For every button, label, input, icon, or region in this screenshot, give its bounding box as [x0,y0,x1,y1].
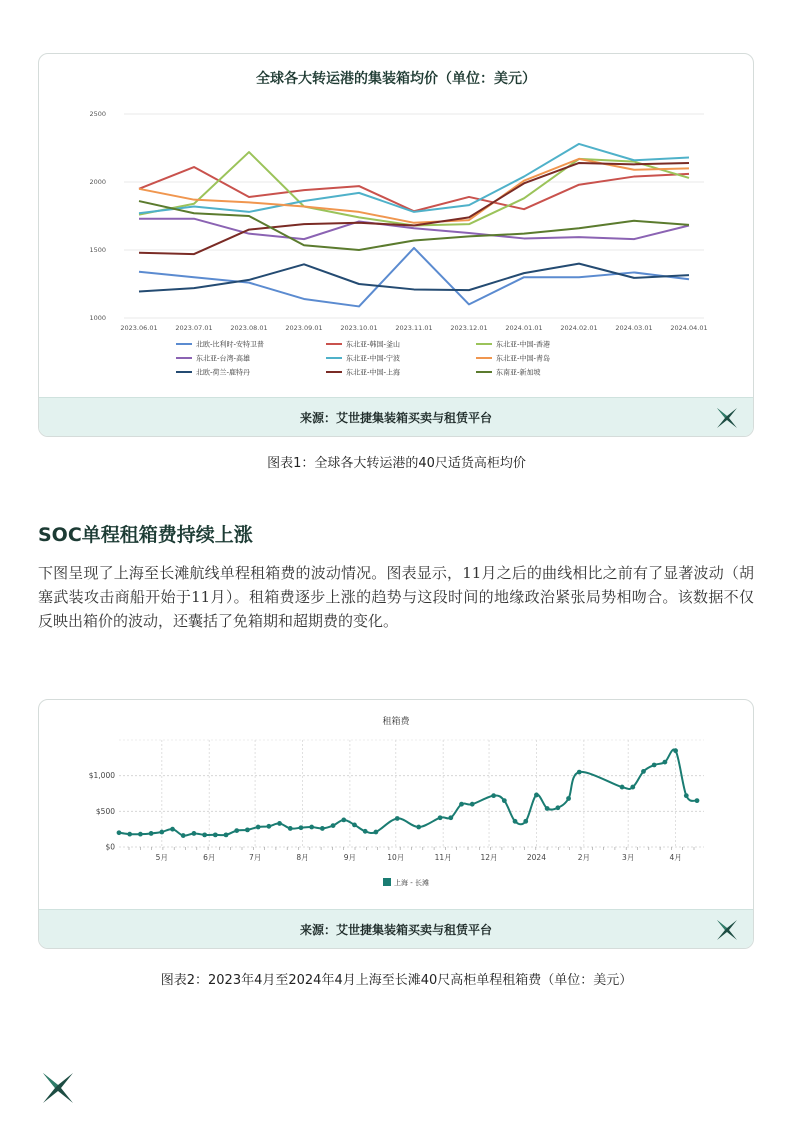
brand-logo-icon [715,406,739,430]
section-paragraph: 下图呈现了上海至长滩航线单程租箱费的波动情况。图表显示，11月之后的曲线相比之前有了显著波动（胡塞武装攻击商船开始于11月）。租箱费逐步上涨的趋势与这段时间的地缘政治紧张局势相吻合。该数据不仅反映出箱价的波动，还囊括了免箱期和超期费的变化。 [38,564,754,630]
legend-label: 北欧-比利时-安特卫普 [196,340,265,349]
chart2-footer [39,909,753,948]
legend-label: 东北亚-中国-上海 [346,368,401,377]
x-tick-label: 2023.09.01 [285,324,323,332]
chart1-title: 全球各大转运港的集装箱均价（单位：美元） [256,71,536,87]
data-point [566,796,571,801]
y-tick-label: 1000 [89,314,106,322]
legend-label: 东北亚-台湾-高雄 [196,354,251,363]
data-point [224,832,229,837]
chart2-card [38,699,754,949]
legend-label: 东北亚-中国-宁波 [346,354,401,363]
legend-label: 东南亚-新加坡 [496,368,541,377]
data-point [470,802,475,807]
x-tick-label: 2024 [526,853,546,862]
data-point [555,805,560,810]
data-point [192,831,197,836]
x-tick-label: 7月 [248,853,262,862]
legend-label: 东北亚-韩国-釜山 [346,340,401,349]
data-point [149,831,154,836]
chart1-card [38,53,754,437]
chart2-svg [39,700,754,910]
x-tick-label: 12月 [480,853,498,862]
series-line [139,219,689,239]
chart1-source: 来源：艾世捷集装箱买卖与租赁平台 [299,411,492,425]
data-point [438,815,443,820]
chart2-source: 来源：艾世捷集装箱买卖与租赁平台 [299,923,492,937]
x-tick-label: 2023.07.01 [175,324,213,332]
x-tick-label: 2024.01.01 [505,324,543,332]
data-point [684,793,689,798]
x-tick-label: 2023.06.01 [120,324,158,332]
data-point [234,828,239,833]
y-tick-label: $500 [95,806,115,816]
data-point [545,806,550,811]
data-point [523,819,528,824]
x-tick-label: 2024.02.01 [560,324,598,332]
data-point [299,825,304,830]
data-point [630,785,635,790]
data-point [352,822,357,827]
data-point [159,830,164,835]
x-tick-label: 4月 [669,853,682,862]
y-tick-label: $1,000 [88,771,115,781]
x-tick-label: 2024.03.01 [615,324,653,332]
data-point [138,832,143,837]
data-point [202,832,207,837]
x-tick-label: 3月 [622,853,635,862]
data-point [266,824,271,829]
y-tick-label: 1500 [89,246,106,254]
x-tick-label: 2月 [577,853,590,862]
data-point [534,793,539,798]
data-point [341,817,346,822]
x-tick-label: 2023.12.01 [450,324,488,332]
chart2-title: 租箱费 [382,717,410,727]
x-tick-label: 6月 [203,853,216,862]
series-line [139,248,689,306]
brand-logo-icon [715,918,739,942]
data-point [213,832,218,837]
chart1-footer [39,397,753,436]
data-point [309,825,314,830]
chart1-svg [39,54,754,399]
data-point [620,785,625,790]
series-line [139,159,689,223]
legend-label: 北欧-荷兰-鹿特丹 [196,368,251,377]
x-tick-label: 11月 [434,853,452,862]
data-point [502,798,507,803]
section-title: SOC单程租箱费持续上涨 [38,524,253,546]
x-tick-label: 2023.10.01 [340,324,378,332]
x-tick-label: 8月 [296,853,309,862]
data-point [170,827,175,832]
data-point [363,829,368,834]
data-point [577,770,582,775]
page-brand-logo-icon [40,1070,76,1106]
x-tick-label: 10月 [387,853,405,862]
data-point [373,830,378,835]
data-point [117,830,122,835]
data-point [662,760,667,765]
data-point [652,763,657,768]
data-point [448,815,453,820]
x-tick-label: 9月 [343,853,357,862]
legend-label: 东北亚-中国-香港 [496,340,551,349]
y-tick-label: 2500 [89,110,106,118]
x-tick-label: 2023.11.01 [395,324,433,332]
data-point [513,819,518,824]
data-point [245,827,250,832]
data-point [416,825,421,830]
data-point [256,825,261,830]
x-tick-label: 2023.08.01 [230,324,268,332]
y-tick-label: 2000 [89,178,106,186]
data-point [459,802,464,807]
data-point [181,833,186,838]
chart1-caption: 图表1：全球各大转运港的40尺适货高柜均价 [267,456,526,471]
legend-swatch [383,878,391,886]
chart2-caption: 图表2：2023年4月至2024年4月上海至长滩40尺高柜单程租箱费（单位：美元） [160,973,633,988]
data-point [331,823,336,828]
legend-label: 上海 - 长滩 [394,879,429,887]
data-point [395,816,400,821]
data-point [491,793,496,798]
data-point [288,826,293,831]
data-point [695,798,700,803]
x-tick-label: 2024.04.01 [670,324,708,332]
x-tick-label: 5月 [155,853,168,862]
y-tick-label: $0 [105,842,115,852]
legend-label: 东北亚-中国-青岛 [496,354,551,363]
series-line [119,749,697,835]
data-point [277,821,282,826]
series-line [139,264,689,292]
data-point [673,748,678,753]
data-point [320,826,325,831]
data-point [641,769,646,774]
data-point [127,832,132,837]
series-line [139,167,689,211]
